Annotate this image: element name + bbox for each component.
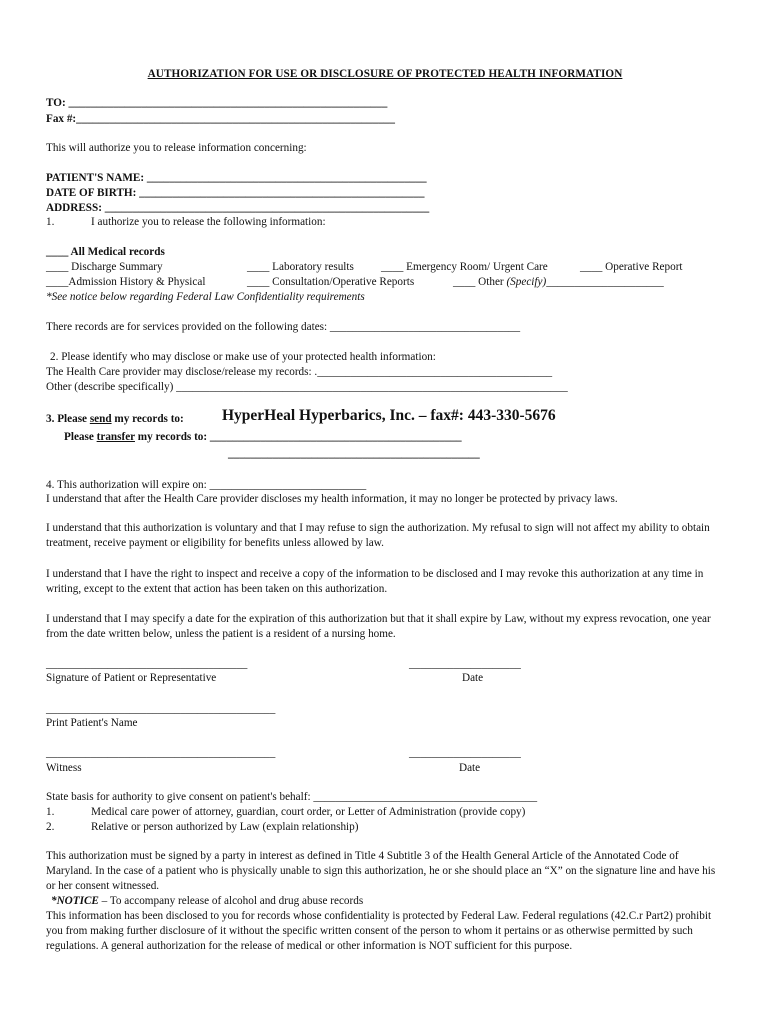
notice-text: – To accompany release of alcohol and drug abuse records [98, 895, 364, 907]
dob-field[interactable]: DATE OF BIRTH: ___________________________________________________ [46, 187, 425, 199]
date-label-2: Date [459, 762, 481, 774]
understand-4: I understand that I may specify a date for the expiration of this authorization but that it shall expire by Law, without my express revocation, one year from the date written below, unless the patient is a resident of a nursing home. [46, 613, 711, 640]
witness-line[interactable]: _________________________________________ [46, 747, 276, 759]
checkbox-all-records[interactable]: ____ All Medical records [46, 246, 165, 258]
intro-text: This will authorize you to release information concerning: [46, 142, 307, 154]
fax-field[interactable]: Fax #:_________________________________________________________ [46, 113, 395, 125]
basis-1-text: Medical care power of attorney, guardian, court order, or Letter of Administration (provide copy) [91, 806, 526, 818]
transfer-word: transfer [96, 431, 135, 443]
notice-label: *NOTICE [51, 895, 99, 907]
notice-line [46, 894, 363, 908]
understand-2: I understand that this authorization is voluntary and that I may refuse to sign the authorization. My refusal to sign will not affect my ability to obtain treatment, receive payment or eligibility for benefits unless allowed by law. [46, 522, 710, 549]
send-destination: HyperHeal Hyperbarics, Inc. – fax#: 443-330-5676 [222, 407, 556, 424]
transfer-suffix: my records to: _____________________________________________ [134, 431, 462, 443]
other-describe-field[interactable]: Other (describe specifically) ______________________________________________________________________ [46, 381, 568, 393]
other-specify: (Specify) [506, 276, 547, 288]
checkbox-other[interactable] [453, 275, 664, 289]
print-name-label: Print Patient's Name [46, 717, 138, 729]
patient-name-field[interactable]: PATIENT'S NAME: __________________________________________________ [46, 172, 427, 184]
form-title: AUTHORIZATION FOR USE OR DISCLOSURE OF PROTECTED HEALTH INFORMATION [147, 68, 623, 80]
checkbox-discharge[interactable]: ____ Discharge Summary [46, 261, 163, 273]
date-line-1[interactable]: ____________________ [409, 658, 521, 670]
witness-label: Witness [46, 762, 82, 774]
understand-3: I understand that I have the right to inspect and receive a copy of the information to be disclosed and I may revoke this authorization at any time in writing, except to the extent that action has been taken on this authorization. [46, 568, 704, 595]
checkbox-operative[interactable]: ____ Operative Report [580, 261, 683, 273]
checkbox-er[interactable]: ____ Emergency Room/ Urgent Care [381, 261, 548, 273]
basis-1-number: 1. [46, 806, 55, 818]
checkbox-lab[interactable]: ____ Laboratory results [247, 261, 354, 273]
item2-text: 2. Please identify who may disclose or make use of your protected health information: [50, 351, 436, 363]
signature-label: Signature of Patient or Representative [46, 672, 217, 684]
basis-2-text: Relative or person authorized by Law (explain relationship) [91, 821, 359, 833]
checkbox-admission[interactable]: ____Admission History & Physical [46, 276, 206, 288]
basis-field[interactable]: State basis for authority to give consent on patient's behalf: ________________________________________ [46, 791, 538, 803]
send-word: send [89, 413, 112, 425]
item1-text: I authorize you to release the following information: [91, 216, 326, 228]
provider-field[interactable]: The Health Care provider may disclose/release my records: .__________________________________________ [46, 366, 553, 378]
date-label-1: Date [462, 672, 484, 684]
other-suffix: _____________________ [546, 276, 664, 288]
basis-2-number: 2. [46, 821, 55, 833]
send-records [46, 412, 184, 426]
print-name-line[interactable]: _________________________________________ [46, 703, 276, 715]
transfer-records-field[interactable] [64, 430, 462, 444]
other-prefix: ____ Other [453, 276, 507, 288]
address-field[interactable]: ADDRESS: __________________________________________________________ [46, 202, 430, 214]
notice-reference: *See notice below regarding Federal Law Confidentiality requirements [46, 291, 365, 303]
send-suffix: my records to: [111, 413, 184, 425]
transfer-prefix: Please [64, 431, 97, 443]
expire-field[interactable]: 4. This authorization will expire on: ____________________________ [46, 479, 367, 491]
date-line-2[interactable]: ____________________ [409, 747, 521, 759]
send-prefix: 3. Please [46, 413, 90, 425]
checkbox-consult[interactable]: ____ Consultation/Operative Reports [247, 276, 415, 288]
dates-field[interactable]: There records are for services provided on the following dates: __________________________________ [46, 321, 521, 333]
signed-by-paragraph: This authorization must be signed by a party in interest as defined in Title 4 Subtitle 3 of the Health General Article of the Annotated Code of Maryland. In the case of a patient who is physically unable to sign this authorization, he or she should place an “X” on the signature line and have his or her consent witnessed. [46, 850, 716, 892]
federal-paragraph: This information has been disclosed to you for records whose confidentiality is protected by Federal Law. Federal regulations (42.C.r Part2) prohibit you from making further disclosure of it without the specific written consent of the person to whom it pertains or as otherwise permitted by such regulations. A general authorization for the release of medical or other information is NOT sufficient for this purpose. [46, 910, 712, 952]
understand-1: I understand that after the Health Care provider discloses my health information, it may no longer be protected by privacy laws. [46, 493, 618, 505]
transfer-line-2[interactable]: _____________________________________________ [228, 448, 480, 460]
to-field[interactable]: TO: _________________________________________________________ [46, 97, 388, 109]
signature-line[interactable]: ____________________________________ [46, 658, 248, 670]
item1-number: 1. [46, 216, 55, 228]
